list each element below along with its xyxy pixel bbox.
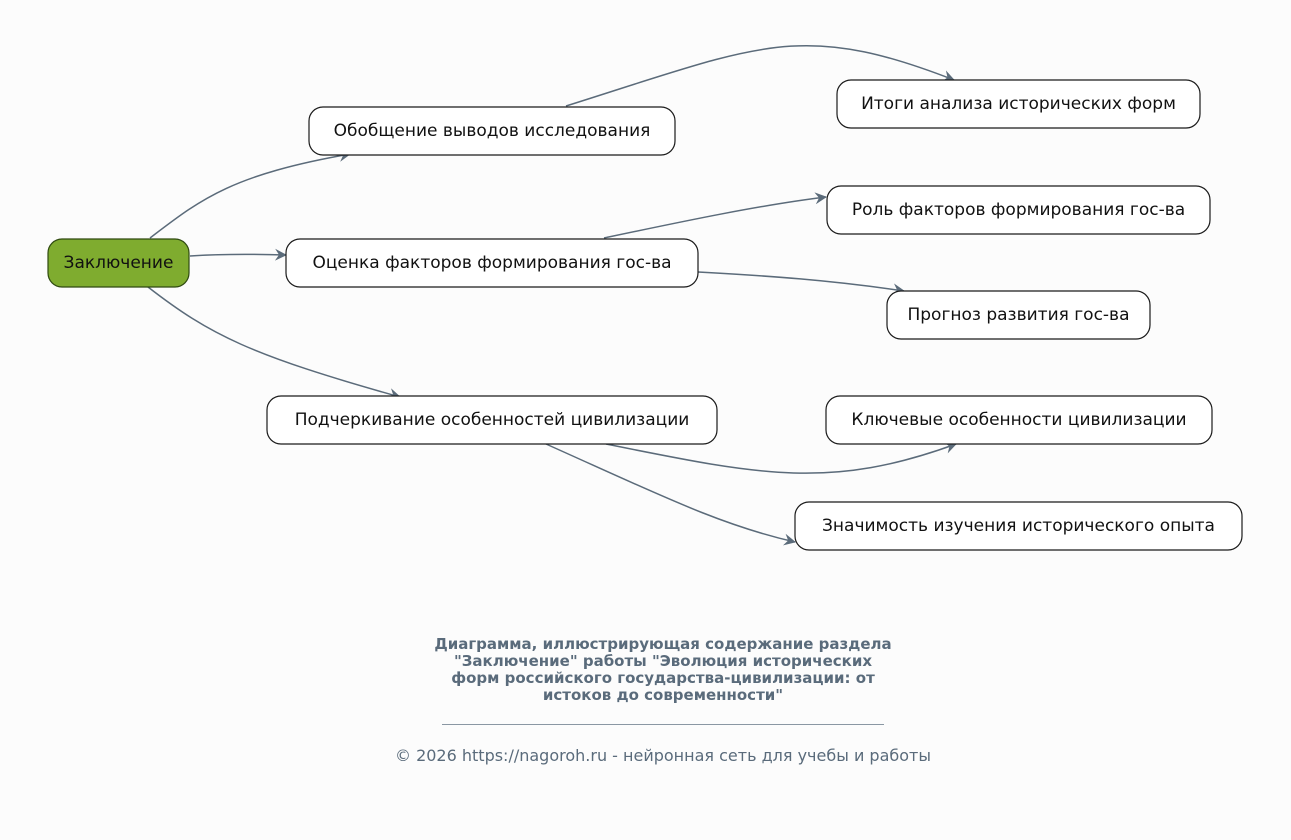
node-l1 bbox=[837, 80, 1200, 128]
caption-line: истоков до современности" bbox=[542, 686, 784, 704]
edge-b3-to-l4 bbox=[606, 444, 956, 473]
node-l2 bbox=[827, 186, 1210, 234]
caption-line: форм российского государства-цивилизации: от bbox=[451, 669, 875, 687]
node-l4 bbox=[826, 396, 1212, 444]
node-b3 bbox=[267, 396, 717, 444]
node-root-label: Заключение bbox=[63, 253, 174, 273]
caption-line: "Заключение" работы "Эволюция исторических bbox=[453, 652, 873, 670]
node-b1 bbox=[309, 107, 675, 155]
edge-root-to-b1 bbox=[150, 154, 350, 238]
edge-b2-to-l2 bbox=[604, 197, 826, 238]
footer-copyright: © 2026 https://nagoroh.ru - нейронная сеть для учебы и работы bbox=[394, 746, 931, 765]
node-l2-label: Роль факторов формирования гос-ва bbox=[851, 200, 1186, 220]
edge-root-to-b2 bbox=[190, 254, 286, 256]
node-l5 bbox=[795, 502, 1242, 550]
edge-b3-to-l5 bbox=[546, 444, 795, 542]
node-l1-label: Итоги анализа исторических форм bbox=[861, 94, 1176, 114]
node-l5-label: Значимость изучения исторического опыта bbox=[822, 516, 1215, 536]
caption-divider bbox=[442, 724, 884, 725]
node-l4-label: Ключевые особенности цивилизации bbox=[851, 410, 1187, 430]
edge-root-to-b3 bbox=[148, 287, 400, 397]
caption-line: Диаграмма, иллюстрирующая содержание раздела bbox=[434, 635, 892, 653]
node-b2 bbox=[286, 239, 698, 287]
node-b3-label: Подчеркивание особенностей цивилизации bbox=[294, 410, 690, 430]
node-b1-label: Обобщение выводов исследования bbox=[333, 121, 651, 141]
node-b2-label: Оценка факторов формирования гос-ва bbox=[312, 253, 672, 273]
diagram-caption bbox=[390, 636, 936, 704]
edge-b2-to-l3 bbox=[698, 272, 904, 291]
node-root bbox=[48, 239, 189, 287]
node-l3-label: Прогноз развития гос-ва bbox=[907, 305, 1130, 325]
node-l3 bbox=[887, 291, 1150, 339]
